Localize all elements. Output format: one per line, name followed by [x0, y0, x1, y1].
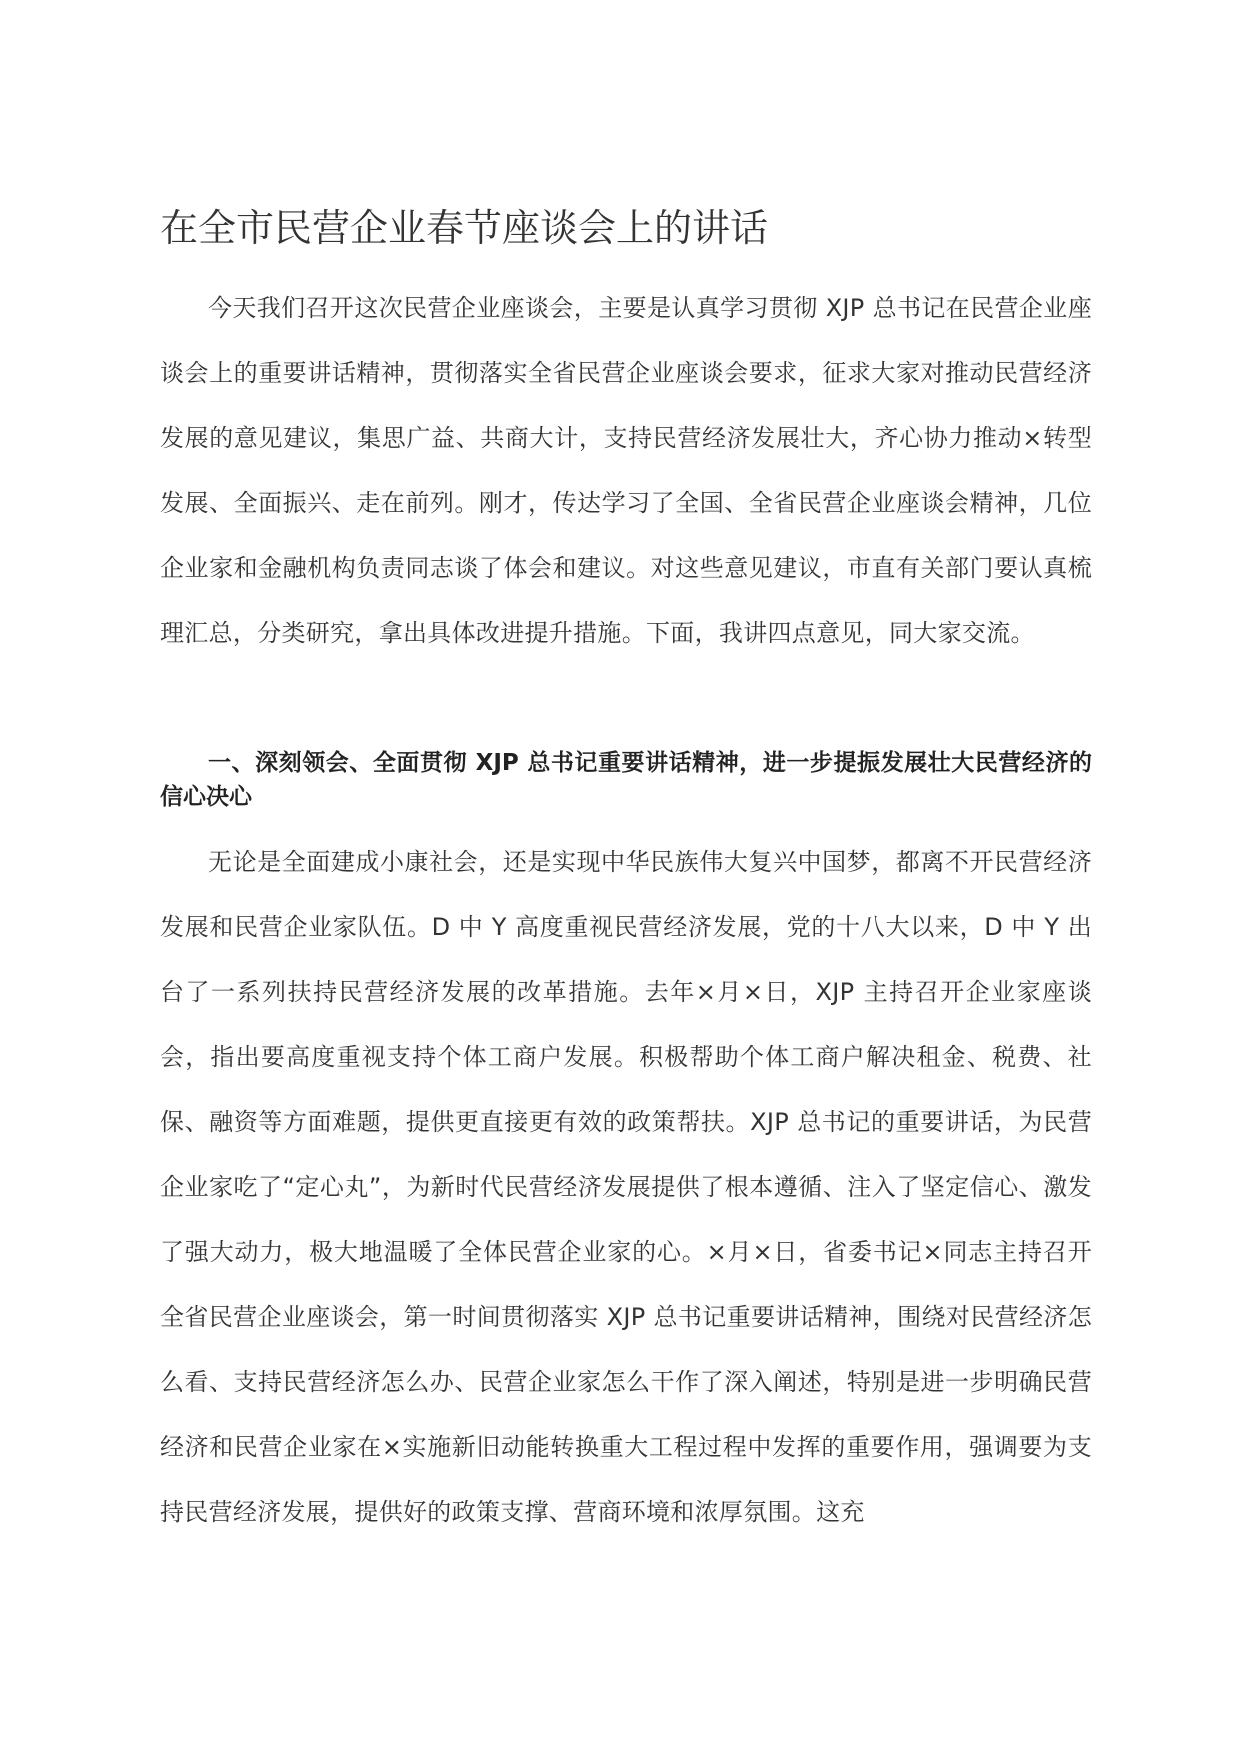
- section-heading: 一、深刻领会、全面贯彻 XJP 总书记重要讲话精神，进一步提振发展壮大民营经济的信心决心: [160, 750, 1092, 810]
- body-paragraph: 无论是全面建成小康社会，还是实现中华民族伟大复兴中国梦，都离不开民营经济发展和民营企业家队伍。D 中 Y 高度重视民营经济发展，党的十八大以来，D 中 Y 出台了一系列扶持民营经济发展的改革措施。去年×月×日，XJP 主持召开企业家座谈会，指出要高度重视支持个体工商户发展。积极帮助个体工商户解决租金、税费、社保、融资等方面难题，提供更直接更有效的政策帮扶。XJP 总书记的重要讲话，为民营企业家吃了“定心丸”，为新时代民营经济发展提供了根本遵循、注入了坚定信心、激发了强大动力，极大地温暖了全体民营企业家的心。×月×日，省委书记×同志主持召开全省民营企业座谈会，第一时间贯彻落实 XJP 总书记重要讲话精神，围绕对民营经济怎么看、支持民营经济怎么办、民营企业家怎么干作了深入阐述，特别是进一步明确民营经济和民营企业家在×实施新旧动能转换重大工程过程中发挥的重要作用，强调要为支持民营经济发展，提供好的政策支撑、营商环境和浓厚氛围。这充: [160, 848, 1092, 1526]
- intro-paragraph: 今天我们召开这次民营企业座谈会，主要是认真学习贯彻 XJP 总书记在民营企业座谈会上的重要讲话精神，贯彻落实全省民营企业座谈会要求，征求大家对推动民营经济发展的意见建议，集思广益、共商大计，支持民营经济发展壮大，齐心协力推动×转型发展、全面振兴、走在前列。刚才，传达学习了全国、全省民营企业座谈会精神，几位企业家和金融机构负责同志谈了体会和建议。对这些意见建议，市直有关部门要认真梳理汇总，分类研究，拿出具体改进提升措施。下面，我讲四点意见，同大家交流。: [160, 294, 1092, 647]
- document-title: 在全市民营企业春节座谈会上的讲话: [160, 206, 769, 250]
